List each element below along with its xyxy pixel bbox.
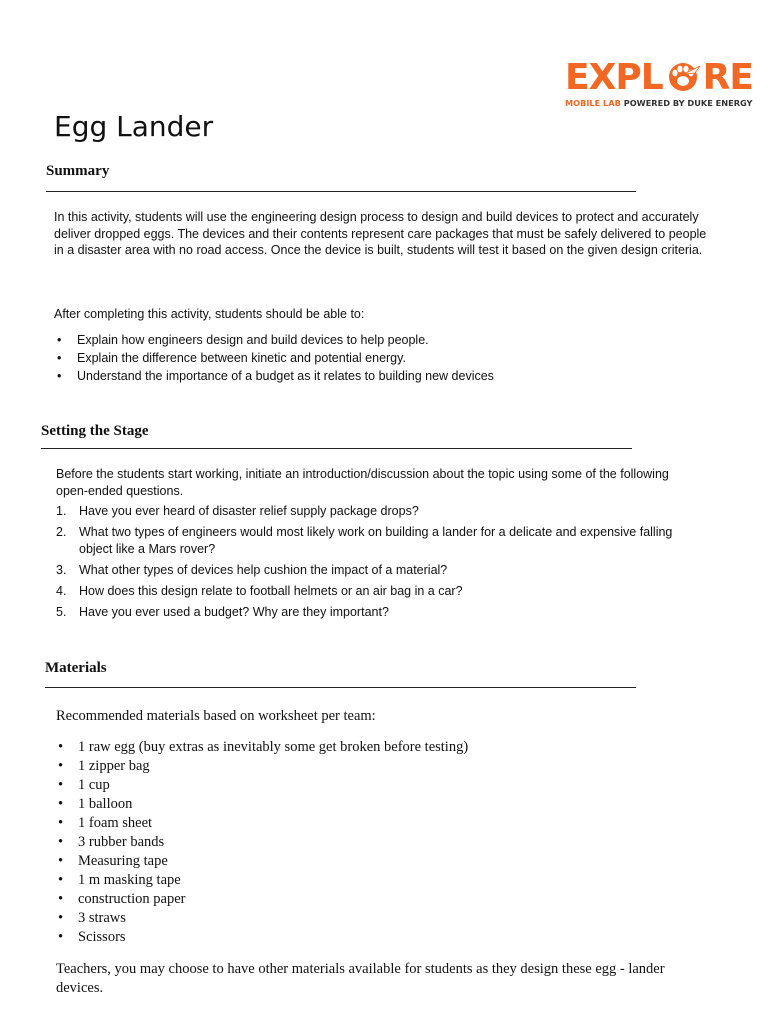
list-item: • 1 raw egg (buy extras as inevitably some get broken before testing) — [56, 738, 468, 757]
logo-word-left: EXPL — [565, 57, 663, 98]
explore-logo — [565, 57, 753, 110]
list-item: • 1 foam sheet — [56, 814, 468, 833]
objectives-intro: After completing this activity, students should be able to: — [54, 307, 365, 321]
materials-divider — [45, 687, 636, 688]
materials-intro: Recommended materials based on worksheet per team: — [56, 708, 376, 724]
logo-tag-powered: POWERED BY DUKE ENERGY — [623, 98, 753, 108]
list-item — [56, 524, 696, 558]
list-item: • 1 zipper bag — [56, 757, 468, 776]
objectives-list — [55, 331, 494, 385]
page-title: Egg Lander — [54, 110, 214, 143]
list-item: • Measuring tape — [56, 852, 468, 871]
questions-list — [56, 503, 696, 625]
list-item — [56, 503, 696, 520]
list-item — [56, 562, 696, 579]
list-item: • construction paper — [56, 890, 468, 909]
list-item: • Explain how engineers design and build devices to help people. — [55, 331, 494, 349]
summary-divider — [46, 191, 636, 192]
logo-wordmark — [565, 57, 753, 98]
question-text: What other types of devices help cushion the impact of a material? — [79, 563, 448, 577]
question-text: How does this design relate to football helmets or an air bag in a car? — [79, 584, 463, 598]
materials-list — [56, 738, 468, 947]
list-item: • 1 m masking tape — [56, 871, 468, 890]
stage-heading: Setting the Stage — [41, 423, 149, 439]
list-item — [56, 583, 696, 600]
question-text: Have you ever used a budget? Why are they important? — [79, 605, 389, 619]
stage-intro: Before the students start working, initiate an introduction/discussion about the topic using some of the following open-ended questions. — [56, 467, 669, 498]
question-text: What two types of engineers would most likely work on building a lander for a delicate and expensive falling object like a Mars rover? — [79, 525, 673, 556]
list-item: • Scissors — [56, 928, 468, 947]
question-number: 5. — [56, 605, 67, 619]
list-item: • Explain the difference between kinetic and potential energy. — [55, 349, 494, 367]
question-number: 2. — [56, 525, 67, 539]
list-item: • 1 cup — [56, 776, 468, 795]
summary-heading: Summary — [46, 163, 110, 179]
list-item: • 3 straws — [56, 909, 468, 928]
list-item — [56, 604, 696, 621]
question-number: 1. — [56, 504, 67, 518]
logo-word-right: RE — [702, 57, 753, 98]
list-item: • 3 rubber bands — [56, 833, 468, 852]
list-item: • Understand the importance of a budget as it relates to building new devices — [55, 367, 494, 385]
materials-heading: Materials — [45, 660, 107, 676]
logo-tag-lab: MOBILE LAB — [565, 98, 621, 108]
logo-tagline — [565, 98, 753, 108]
paw-icon — [664, 60, 702, 92]
stage-divider — [41, 448, 632, 449]
summary-paragraph: In this activity, students will use the engineering design process to design and build devices to protect and accurately deliver dropped eggs. The devices and their contents represent care packages that must be safely delivered to people in a disaster area with no road access. Once the device is built, students will test it based on the given design criteria. — [54, 210, 707, 257]
question-number: 3. — [56, 563, 67, 577]
materials-note: Teachers, you may choose to have other materials available for students as they design these egg - lander devices. — [56, 961, 665, 996]
list-item: • 1 balloon — [56, 795, 468, 814]
question-number: 4. — [56, 584, 67, 598]
question-text: Have you ever heard of disaster relief supply package drops? — [79, 504, 419, 518]
